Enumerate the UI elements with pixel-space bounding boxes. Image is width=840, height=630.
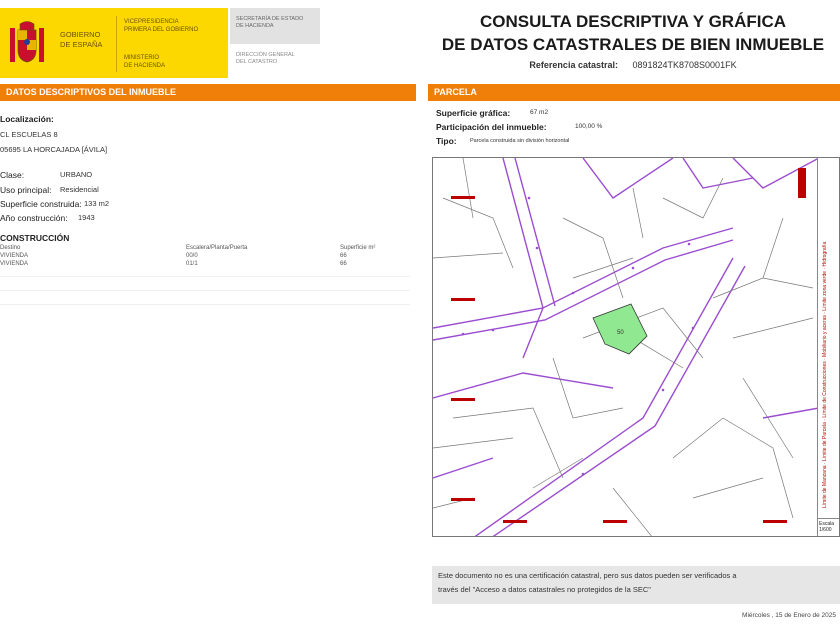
- document-date: Miércoles , 15 de Enero de 2025: [742, 612, 836, 619]
- note-line2: través del "Acceso a datos catastrales no protegidos de la SEC": [438, 585, 651, 594]
- table-row: [0, 252, 408, 260]
- construccion-title: CONSTRUCCIÓN: [0, 233, 70, 243]
- table-row: [0, 260, 408, 268]
- clase-value: URBANO: [60, 170, 93, 179]
- localizacion-label: Localización:: [0, 114, 54, 124]
- table-header-row: [0, 244, 408, 252]
- anio-label: Año construcción:: [0, 213, 68, 223]
- disclaimer-note: [432, 566, 840, 604]
- ref-value: 0891824TK8708S0001FK: [632, 60, 737, 70]
- ref-label: Referencia catastral:: [529, 60, 618, 70]
- col-destino: Destino: [0, 245, 21, 251]
- map-legend: [817, 158, 839, 536]
- scale-label: Escala: [819, 521, 835, 527]
- highlighted-parcel: [593, 304, 647, 354]
- referencia-catastral: [438, 60, 828, 70]
- superficie-label: Superficie construida:: [0, 199, 82, 209]
- divider: [0, 304, 410, 305]
- clase-label: Clase:: [0, 170, 25, 180]
- government-text: GOBIERNO DE ESPAÑA: [60, 30, 103, 49]
- direccion-general-text: DIRECCIÓN GENERAL DEL CATASTRO: [236, 52, 295, 65]
- tipo-value: Parcela construida sin división horizontal: [470, 138, 570, 144]
- participacion-label: Participación del inmueble:: [436, 122, 547, 132]
- government-logo-block: [0, 8, 228, 78]
- vicepresidencia-text: VICEPRESIDENCIA PRIMERA DEL GOBIERNO: [124, 19, 199, 33]
- tipo-label: Tipo:: [436, 136, 457, 146]
- spain-coat-of-arms-icon: [6, 20, 48, 70]
- document-title: CONSULTA DESCRIPTIVA Y GRÁFICA DE DATOS CATASTRALES DE BIEN INMUEBLE: [441, 12, 825, 54]
- col-superficie: Superficie m²: [340, 245, 376, 251]
- participacion-value: 100,00 %: [575, 123, 603, 130]
- anio-value: 1943: [78, 213, 95, 222]
- superficie-value: 133 m2: [84, 199, 110, 208]
- address-line2: 05695 LA HORCAJADA [ÁVILA]: [0, 145, 108, 154]
- superficie-grafica-label: Superficie gráfica:: [436, 108, 511, 118]
- secretaria-line2: DE HACIENDA: [236, 23, 274, 29]
- parcela-header: PARCELA: [428, 84, 840, 101]
- table-cell: 01/1: [186, 261, 198, 267]
- uso-value: Residencial: [60, 185, 99, 194]
- divider: [0, 276, 410, 277]
- uso-label: Uso principal:: [0, 185, 52, 195]
- construccion-table: [0, 244, 408, 268]
- table-cell: VIVIENDA: [0, 261, 29, 267]
- secretaria-block: [230, 8, 320, 44]
- datos-descriptivos-header: DATOS DESCRIPTIVOS DEL INMUEBLE: [0, 84, 416, 101]
- address-line1: CL ESCUELAS 8: [0, 130, 58, 139]
- legend-text: Límite de Manzana · Límite de Parcela · Límite de Construcciones · Mobiliario y aceras · Límite zona verde · Hidrografía: [822, 241, 828, 508]
- col-escalera: Escalera/Planta/Puerta: [186, 245, 248, 251]
- table-cell: 00/0: [186, 253, 198, 259]
- scale-value: 1/600: [819, 527, 832, 533]
- ministerio-text: MINISTERIO DE HACIENDA: [124, 55, 166, 69]
- table-cell: VIVIENDA: [0, 253, 29, 259]
- table-cell: 66: [340, 253, 347, 259]
- scale-box: [817, 518, 839, 536]
- secretaria-line1: SECRETARÍA DE ESTADO: [236, 16, 304, 22]
- divider: [116, 16, 117, 72]
- superficie-grafica-value: 67 m2: [530, 109, 549, 116]
- divider: [0, 290, 410, 291]
- cadastral-map-drawing: [433, 158, 819, 537]
- note-line1: Este documento no es una certificación catastral, pero sus datos pueden ser verificados a: [438, 571, 737, 580]
- parcel-number-label: 50: [617, 330, 624, 336]
- cadastral-map[interactable]: [432, 157, 840, 537]
- table-cell: 66: [340, 261, 347, 267]
